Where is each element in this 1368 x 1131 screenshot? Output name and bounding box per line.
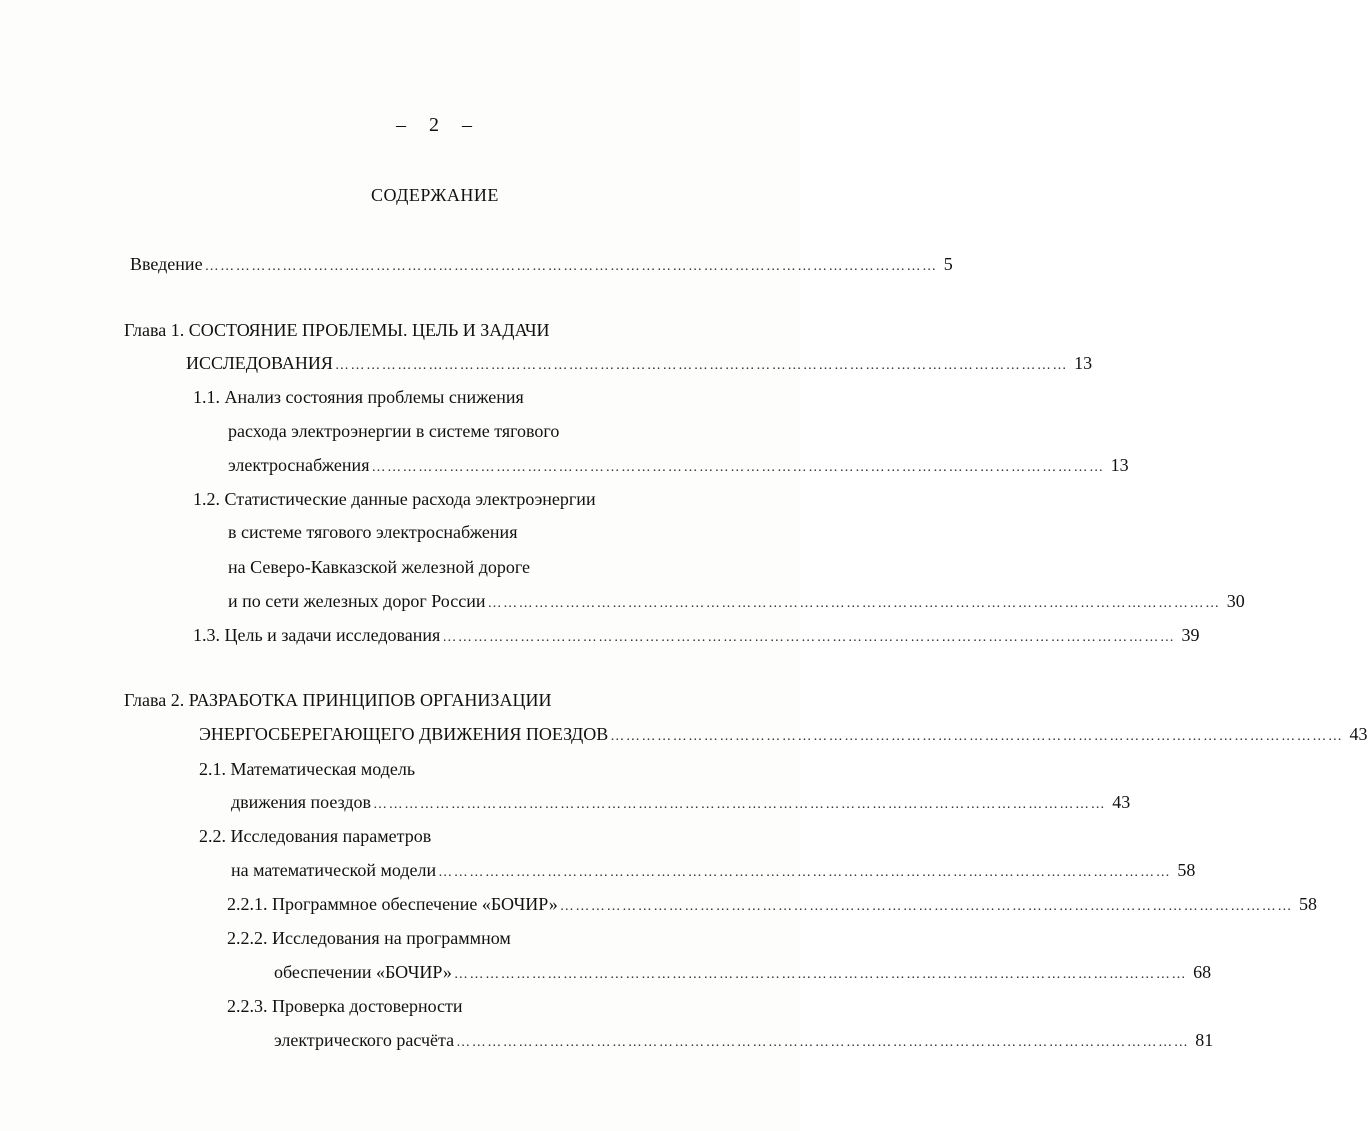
toc-entry-section-2-2-1[interactable] [227,893,1317,918]
toc-entry-section-2-2[interactable] [231,859,1196,884]
toc-heading: СОДЕРЖАНИЕ [371,185,499,205]
toc-section-1-1-line2: расхода электроэнергии в системе тягового [228,421,560,441]
toc-section-1-2-line2: в системе тягового электроснабжения [228,522,518,542]
toc-chapter-1-title-line1[interactable]: Глава 1. СОСТОЯНИЕ ПРОБЛЕМЫ. ЦЕЛЬ И ЗАДАЧИ [124,320,550,340]
toc-entry-page: 30 [1226,591,1245,611]
toc-entry-title: Введение [130,254,203,274]
toc-entry-page: 58 [1298,894,1317,914]
page-number: – 2 – [396,114,474,136]
toc-entry-page: 39 [1181,625,1200,645]
dot-leader: …………………………………………………………………………………………………………………………… [438,865,1172,880]
toc-entry-title: обеспечении «БОЧИР» [274,962,452,982]
dot-leader: …………………………………………………………………………………………………………………………… [487,596,1221,611]
toc-section-1-2-line3: на Северо-Кавказской железной дороге [228,557,531,577]
dot-leader: …………………………………………………………………………………………………………………………… [453,967,1188,982]
toc-entry-chapter-2[interactable] [199,723,1368,748]
toc-chapter-2-title-line1[interactable]: Глава 2. РАЗРАБОТКА ПРИНЦИПОВ ОРГАНИЗАЦИИ [124,690,552,710]
dot-leader: …………………………………………………………………………………………………………………………… [334,358,1069,373]
toc-entry-section-2-2-2[interactable] [274,961,1212,986]
dot-leader: …………………………………………………………………………………………………………………………… [204,259,938,274]
toc-entry-chapter-1[interactable] [186,352,1093,377]
toc-entry-page: 68 [1193,962,1212,982]
toc-entry-page: 13 [1074,353,1093,373]
toc-entry-section-1-2[interactable] [228,590,1245,615]
toc-section-1-2-line1[interactable]: 1.2. Статистические данные расхода электроэнергии [193,489,596,509]
toc-entry-page: 5 [943,254,953,274]
dot-leader: …………………………………………………………………………………………………………………………… [371,460,1105,475]
toc-section-2-1-line1[interactable]: 2.1. Математическая модель [199,759,416,779]
toc-entry-page: 81 [1195,1030,1214,1050]
dot-leader: …………………………………………………………………………………………………………………………… [442,630,1176,645]
toc-entry-title: электроснабжения [228,455,370,475]
toc-entry-title: электрического расчёта [274,1030,455,1050]
toc-entry-title: на математической модели [231,860,437,880]
toc-entry-section-1-1[interactable] [228,454,1129,479]
dot-leader: …………………………………………………………………………………………………………………………… [373,797,1107,812]
toc-entry-title: 1.3. Цель и задачи исследования [193,625,441,645]
toc-entry-title: и по сети железных дорог России [228,591,486,611]
toc-entry-page: 43 [1349,724,1368,744]
dot-leader: …………………………………………………………………………………………………………………………… [610,729,1344,744]
toc-entry-introduction[interactable] [130,253,953,278]
toc-entry-title: движения поездов [231,792,372,812]
toc-entry-title: 2.2.1. Программное обеспечение «БОЧИР» [227,894,558,914]
toc-section-1-1-line1[interactable]: 1.1. Анализ состояния проблемы снижения [193,387,524,407]
dot-leader: …………………………………………………………………………………………………………………………… [559,899,1293,914]
toc-entry-page: 43 [1112,792,1131,812]
toc-section-2-2-line1[interactable]: 2.2. Исследования параметров [199,826,432,846]
toc-section-2-2-3-line1[interactable]: 2.2.3. Проверка достоверности [227,996,463,1016]
toc-entry-page: 58 [1177,860,1196,880]
toc-entry-page: 13 [1110,455,1129,475]
toc-entry-title: ЭНЕРГОСБЕРЕГАЮЩЕГО ДВИЖЕНИЯ ПОЕЗДОВ [199,724,609,744]
toc-entry-section-2-2-3[interactable] [274,1029,1214,1054]
toc-entry-section-1-3[interactable] [193,624,1200,649]
dot-leader: …………………………………………………………………………………………………………………………… [456,1035,1190,1050]
toc-entry-section-2-1[interactable] [231,791,1131,816]
toc-entry-title: ИССЛЕДОВАНИЯ [186,353,333,373]
toc-section-2-2-2-line1[interactable]: 2.2.2. Исследования на программном [227,928,511,948]
